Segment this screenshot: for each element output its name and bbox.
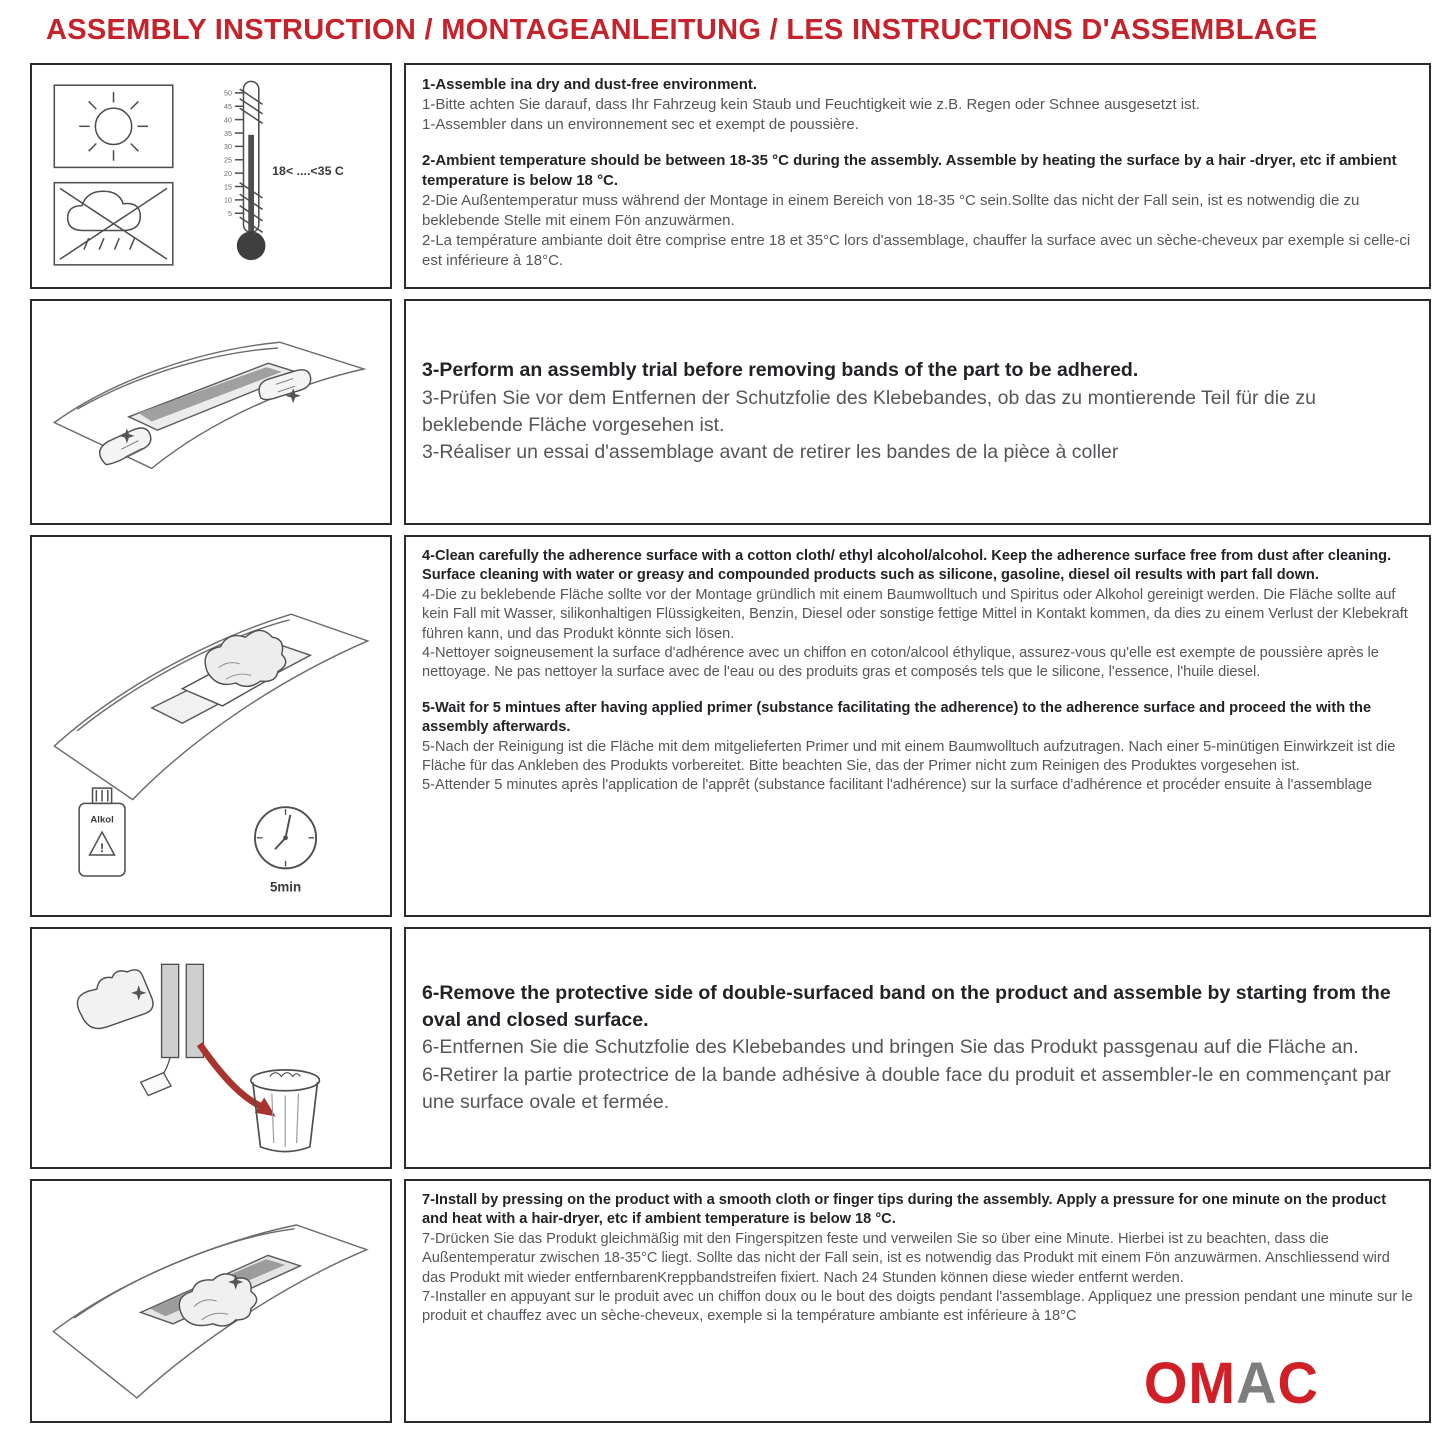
step-7-fr: 7-Installer en appuyant sur le produit avec un chiffon doux ou le bout des doigts pendant l'assemblage. Appliquez une pression pendant une minute sur le produit et chauffez avec un sèche-cheveux, exemple si la température ambiante est inférieure à 18°C [422,1289,1413,1325]
step-2-en: 2-Ambient temperature should be between 18-35 °C during the assembly. Assemble by heating the surface by a hair -dryer, etc if ambient temperature is below 18 °C. [422,151,1397,189]
press-cloth-icon [39,1187,383,1415]
sun-rain-thermometer-icon [39,68,383,284]
logo-text-gray: A [1236,1349,1278,1416]
clock-duration-label: 5min [269,879,302,895]
door-sill-hands-icon [39,304,383,520]
svg-text:30: 30 [224,143,233,152]
step-row-3 [30,535,1431,917]
page-title: ASSEMBLY INSTRUCTION / MONTAGEANLEITUNG / LES INSTRUCTIONS D'ASSEMBLAGE [46,14,1318,46]
step-7-text [404,1179,1431,1423]
step-3-text [404,299,1431,525]
thermometer-range-label: 18< ....<35 C [272,164,344,179]
step-1-de: 1-Bitte achten Sie darauf, dass Ihr Fahrzeug kein Staub und Feuchtigkeit wie z.B. Regen oder Schnee ausgesetzt ist. [422,95,1200,113]
svg-text:40: 40 [224,116,233,125]
press-install-illustration [30,1179,392,1423]
svg-text:35: 35 [224,129,233,138]
logo-text-red-2: C [1277,1349,1319,1416]
step-6-de: 6-Entfernen Sie die Schutzfolie des Klebebandes und bringen Sie das Produkt passgenau auf die Fläche an. [422,1036,1359,1059]
svg-text:15: 15 [224,183,233,192]
peel-band-trash-icon [39,932,383,1164]
cleaning-illustration [30,535,392,917]
step-6-en: 6-Remove the protective side of double-surfaced band on the product and assemble by starting from the oval and closed surface. [422,981,1391,1032]
alcohol-bottle-label: Alkol [90,814,114,826]
omac-logo [1143,1349,1319,1416]
cleaning-alcohol-clock-icon [39,543,383,909]
environment-temperature-illustration [30,63,392,289]
step-2-de: 2-Die Außentemperatur muss während der Montage in einem Bereich von 18-35 °C sein.Sollte das nicht der Fall sein, ist es notwendig die zu beklebende Stelle mit einem Fön anzuwärmen. [422,191,1360,229]
step-1-2-text [404,63,1431,289]
step-4-en: 4-Clean carefully the adherence surface with a cotton cloth/ ethyl alcohol/alcohol. Keep the adherence surface free from dust after cleaning. Surface cleaning with water or greasy and compounded products such as silicone, gasoline, diesel oil results with part fall down. [422,548,1392,584]
step-4-de: 4-Die zu beklebende Fläche sollte vor der Montage gründlich mit einem Baumwolltuch und Spiritus oder Alkohol gereinigt werden. Die Fläche sollte auf kein Fall mit Wasser, silikonhaltigen Flüssigkeiten, Benzin, Diesel oder sonstige fettige Mittel in Kontakt kommen, da dies zu einem Verlust der Klebekraft führen kann, und das Produkt könnte sich lösen. [422,586,1408,642]
svg-text:45: 45 [224,103,233,112]
svg-text:5: 5 [228,210,233,219]
step-6-fr: 6-Retirer la partie protectrice de la bande adhésive à double face du produit et assembler-le en commençant par une surface ovale et fermée. [422,1063,1392,1113]
step-5-fr: 5-Attender 5 minutes après l'application de l'apprêt (substance facilitant l'adhérence) sur la surface d'adhérence et procéder ensuite à l'assemblage [422,777,1373,794]
svg-text:20: 20 [224,170,233,178]
step-2-fr: 2-La température ambiante doit être comprise entre 18 et 35°C lors d'assemblage, chauffer la surface avec un sèche-cheveux par exemple si celle-ci est inférieure à 18°C. [422,231,1411,269]
spacer [422,683,1413,699]
step-4-5-text [404,535,1431,917]
step-3-de: 3-Prüfen Sie vor dem Entfernen der Schutzfolie des Klebebandes, ob das zu montierende Teil für die zu beklebende Fläche vorgesehen ist. [422,386,1316,436]
step-3-fr: 3-Réaliser un essai d'assemblage avant de retirer les bandes de la pièce à coller [422,441,1119,464]
assembly-trial-illustration [30,299,392,525]
step-row-1 [30,63,1431,289]
svg-text:50: 50 [224,89,233,98]
step-1-fr: 1-Assembler dans un environnement sec et exempt de poussière. [422,115,859,133]
svg-text:!: ! [99,841,105,856]
logo-text-red-1: OM [1143,1349,1237,1416]
svg-text:25: 25 [224,156,233,165]
svg-text:10: 10 [224,196,233,205]
step-4-fr: 4-Nettoyer soigneusement la surface d'adhérence avec un chiffon en coton/alcool éthylique, assurez-vous qu'elle est exempte de poussière après le nettoyage. Ne pas nettoyer la surface avec de l'eau ou des produits gras et composés tels que le silicone, l'essence, l'huile diesel. [422,645,1379,681]
step-5-en: 5-Wait for 5 mintues after having applied primer (substance facilitating the adherence) to the adherence surface and proceed the with the assembly afterwards. [422,699,1372,736]
step-1-en: 1-Assemble ina dry and dust-free environment. [422,76,758,93]
step-row-5 [30,1179,1431,1423]
step-6-text [404,927,1431,1169]
spacer [422,135,1413,151]
step-7-de: 7-Drücken Sie das Produkt gleichmäßig mit den Fingerspitzen feste und verweilen Sie so über eine Minute. Hierbei ist zu beachten, dass die Außentemperatur zwischen 18-35°C liegt. Sollte das nicht der Fall sein, ist es notwendig das Produkt mit einem Fön anzuwärmen. Anschliessend wird das Produkt mit wieder entfernbarenKreppbandstreifen fixiert. Nach 24 Stunden können diese wieder entfernt werden. [422,1230,1390,1286]
step-3-en: 3-Perform an assembly trial before removing bands of the part to be adhered. [422,359,1139,382]
step-row-2 [30,299,1431,525]
step-7-en: 7-Install by pressing on the product with a smooth cloth or finger tips during the assembly. Apply a pressure for one minute on the product and heat with a hair-dryer, etc if ambient temperature is below 18 °C. [422,1192,1387,1228]
step-5-de: 5-Nach der Reinigung ist die Fläche mit dem mitgelieferten Primer und mit einem Baumwolltuch aufzutragen. Nach einer 5-minütigen Einwirkzeit ist die Fläche für das Ankleben des Produkts vorbereitet. Bitte beachten Sie, das der Primer nicht zum Reinigen des Produktes vorgesehen ist. [422,738,1396,775]
step-row-4 [30,927,1431,1169]
remove-band-illustration [30,927,392,1169]
